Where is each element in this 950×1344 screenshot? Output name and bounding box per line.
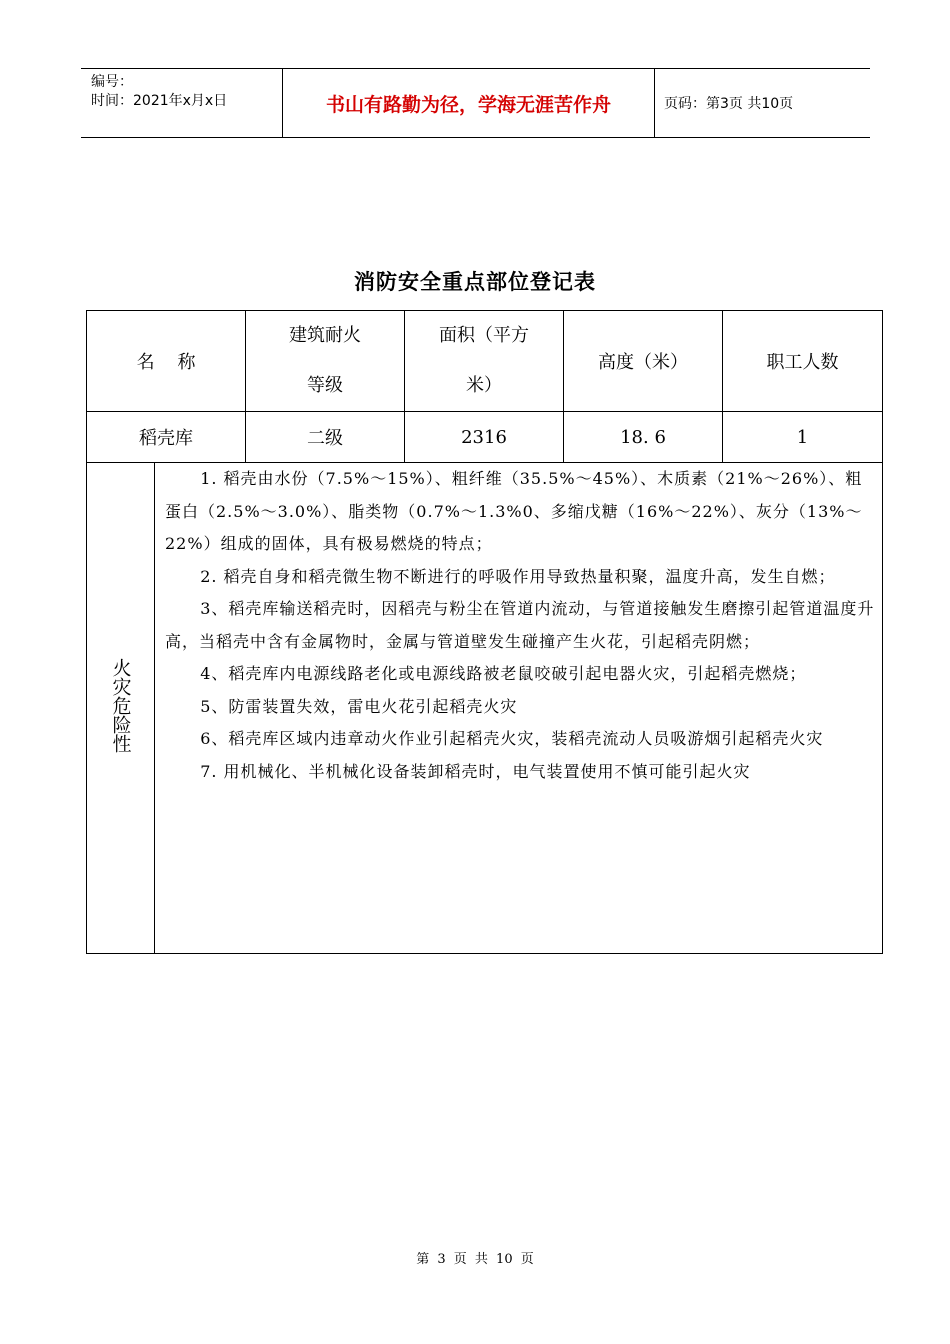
header-motto: 书山有路勤为径，学海无涯苦作舟 xyxy=(282,69,655,137)
risk-item: 1. 稻壳由水份（7.5%～15%）、粗纤维（35.5%～45%）、木质素（21%～26%）、粗蛋白（2.5%～3.0%）、脂类物（0.7%～1.3%0、多缩戊糖（16%～22%）、灰分（13%～22%）组成的固体，具有极易燃烧的特点； xyxy=(165,469,863,553)
header-band xyxy=(81,68,870,138)
header-staff: 职工人数 xyxy=(723,311,883,412)
risk-item: 6、稻壳库区域内违章动火作业引起稻壳火灾，装稻壳流动人员吸游烟引起稻壳火灾 xyxy=(200,729,824,748)
document-title: 消防安全重点部位登记表 xyxy=(354,270,596,294)
risk-item: 3、稻壳库输送稻壳时，因稻壳与粉尘在管道内流动，与管道接触发生磨擦引起管道温度升高，当稻壳中含有金属物时，金属与管道壁发生碰撞产生火花，引起稻壳阴燃； xyxy=(165,599,875,651)
risk-item: 4、稻壳库内电源线路老化或电源线路被老鼠咬破引起电器火灾，引起稻壳燃烧； xyxy=(200,664,807,683)
header-fire-rating: 建筑耐火 等级 xyxy=(246,311,405,412)
risk-label: 火灾危险性 xyxy=(109,658,132,753)
risk-item: 2. 稻壳自身和稻壳微生物不断进行的呼吸作用导致热量积聚，温度升高，发生自燃； xyxy=(200,566,836,586)
risk-row xyxy=(87,463,883,954)
table-data-row xyxy=(87,412,883,463)
risk-label-cell xyxy=(87,463,155,954)
cell-fire-rating: 二级 xyxy=(246,412,405,463)
risk-item: 5、防雷装置失效，雷电火花引起稻壳火灾 xyxy=(200,696,518,716)
number-label: 编号： xyxy=(91,74,133,90)
cell-staff: 1 xyxy=(723,412,883,463)
table-header-row xyxy=(87,311,883,412)
header-height: 高度（米） xyxy=(564,311,723,412)
header-page-code: 页码：第3页 共10页 xyxy=(664,96,794,112)
time-label: 时间：2021年x月x日 xyxy=(91,93,228,109)
risk-item: 7. 用机械化、半机械化设备装卸稻壳时，电气装置使用不慎可能引起火灾 xyxy=(200,761,751,781)
page-footer: 第 3 页 共 10 页 xyxy=(416,1252,534,1267)
header-meta xyxy=(81,69,282,137)
header-name: 名 称 xyxy=(87,311,246,412)
cell-name: 稻壳库 xyxy=(87,412,246,463)
registration-table xyxy=(86,310,883,954)
cell-area: 2316 xyxy=(405,412,564,463)
cell-height: 18. 6 xyxy=(564,412,723,463)
header-area: 面积（平方 米） xyxy=(405,311,564,412)
risk-list xyxy=(155,463,883,954)
